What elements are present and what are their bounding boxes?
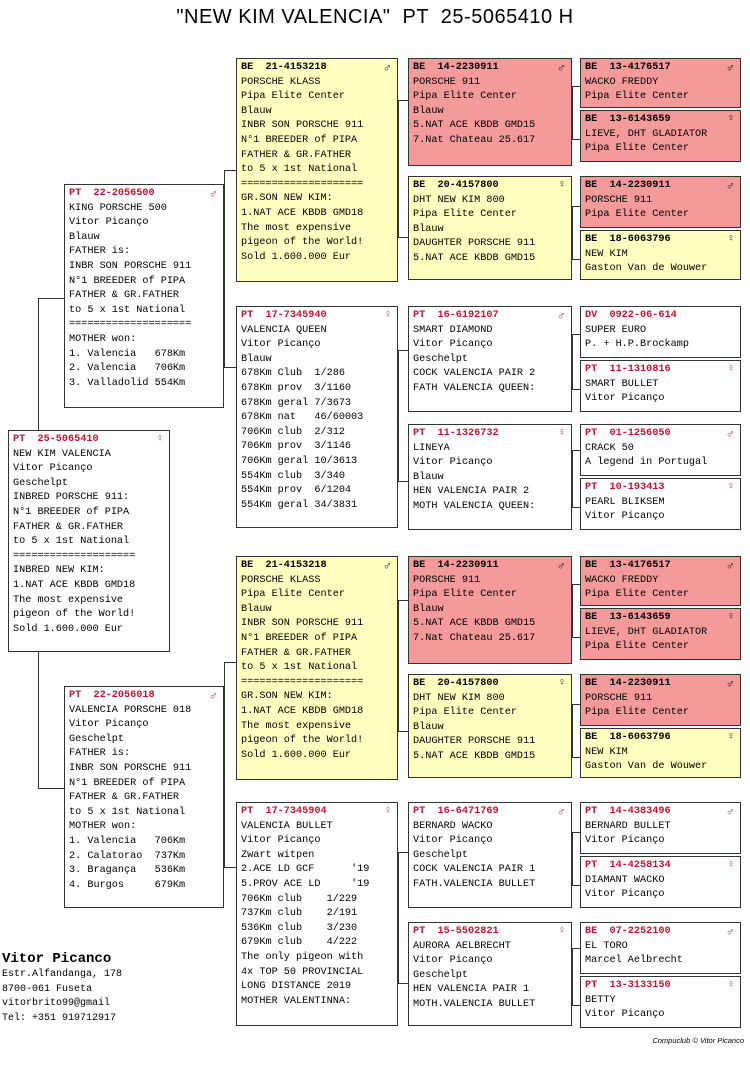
credit-footer: Compuclub © Vitor Picanco <box>652 1036 744 1045</box>
ring-number-text: DV 0922-06-614 <box>585 310 677 321</box>
pigeon-info-line: 706Km club 1/229 <box>241 893 358 905</box>
connector-line <box>38 298 67 433</box>
pigeon-card-dam-dam-dam <box>408 922 572 1026</box>
pigeon-info-line: LINEYA <box>413 442 450 454</box>
pigeon-card-sire <box>64 184 224 408</box>
male-symbol-icon: ♂ <box>726 427 734 441</box>
pigeon-info-line: BETTY <box>585 994 616 1006</box>
pigeon-info-line: Geschelpt <box>13 477 69 489</box>
ring-number-text: BE 20-4157800 <box>413 180 499 191</box>
male-symbol-icon: ♂ <box>209 689 217 703</box>
ring-number-text: BE 14-2230911 <box>585 678 671 689</box>
ring-number-text: PT 11-1326732 <box>413 428 499 439</box>
pigeon-info-line: ==================== <box>241 178 364 190</box>
pigeon-info-line: VALENCIA BULLET <box>241 820 333 832</box>
ring-number-text: BE 18-6063796 <box>585 732 671 743</box>
pigeon-info-line: LIEVE, DHT GLADIATOR <box>585 626 708 638</box>
pigeon-info-line: NEW KIM <box>585 248 628 260</box>
male-symbol-icon: ♂ <box>383 559 391 573</box>
pigeon-info-line: SUPER EURO <box>585 324 647 336</box>
pigeon-card-ffmf <box>580 176 741 228</box>
pigeon-info-line: 2. Valencia 706Km <box>69 363 186 375</box>
pigeon-info-line: 706Km prov 3/1146 <box>241 441 352 453</box>
pigeon-info-line: 706Km geral 10/3613 <box>241 455 358 467</box>
pigeon-info-line: 1.NAT ACE KBDB GMD18 <box>13 579 136 591</box>
pigeon-card-fffm <box>580 110 741 162</box>
pigeon-info-line: MOTHER VALENTINNA: <box>241 995 352 1007</box>
pigeon-info-line: NEW KIM <box>585 746 628 758</box>
pigeon-info-line: EL TORO <box>585 940 628 952</box>
ring-number <box>413 61 567 76</box>
male-symbol-icon: ♂ <box>383 61 391 75</box>
ring-number-text: PT 10-193413 <box>585 482 665 493</box>
ring-number <box>413 925 567 940</box>
ring-number <box>13 433 165 448</box>
ring-number <box>585 979 736 994</box>
pigeon-card-sire-sire-dam <box>408 176 572 280</box>
ring-number-text: PT 22-2056500 <box>69 188 155 199</box>
ring-number <box>585 925 736 940</box>
pigeon-info-line: INBRED PORSCHE 911: <box>13 492 130 504</box>
pigeon-info-line: Pipa Elite Center <box>585 589 689 601</box>
pigeon-info-line: 678Km geral 7/3673 <box>241 397 352 409</box>
ring-number <box>585 611 736 626</box>
female-symbol-icon: ♀ <box>384 806 391 817</box>
ring-number-text: PT 11-1310816 <box>585 364 671 375</box>
pigeon-info-line: COCK VALENCIA PAIR 2 <box>413 368 536 380</box>
pigeon-info-line: Sold 1.600.000 Eur <box>241 251 352 263</box>
pigeon-info-line: FATHER & GR.FATHER <box>241 647 352 659</box>
pigeon-info-line: 554Km geral 34/3831 <box>241 499 358 511</box>
pigeon-info-line: Pipa Elite Center <box>413 209 517 221</box>
pigeon-info-line: 706Km club 2/312 <box>241 426 345 438</box>
pigeon-info-line: SMART BULLET <box>585 378 659 390</box>
pigeon-info-line: 2. Calatorao 737Km <box>69 850 186 862</box>
pigeon-info-line: 5.NAT ACE KBDB GMD15 <box>413 750 536 762</box>
pigeon-info-line: Gaston Van de Wouwer <box>585 761 708 773</box>
ring-number <box>241 309 393 324</box>
pigeon-card-mfff <box>580 556 741 606</box>
ring-number <box>69 689 219 704</box>
pigeon-card-sire-sire <box>236 58 398 282</box>
pigeon-info-line: 1. Valencia 706Km <box>69 835 186 847</box>
ring-number <box>585 363 736 378</box>
pigeon-info-line: Vitor Picanço <box>241 339 321 351</box>
pigeon-info-line: Blauw <box>69 231 100 243</box>
pigeon-info-line: INBR SON PORSCHE 911 <box>69 260 192 272</box>
ring-number <box>413 427 567 442</box>
pigeon-card-dam-dam <box>236 802 398 1026</box>
pigeon-info-line: Vitor Picanço <box>585 1009 665 1021</box>
pigeon-info-line: N°1 BREEDER of PIPA <box>241 134 358 146</box>
pigeon-info-line: Pipa Elite Center <box>413 707 517 719</box>
pigeon-info-line: Vitor Picanço <box>413 339 493 351</box>
pigeon-info-line: MOTH VALENCIA QUEEN: <box>413 500 536 512</box>
owner-address-line: Estr.Alfandanga, 178 <box>2 969 123 980</box>
pigeon-info-line: Blauw <box>241 603 272 615</box>
pigeon-info-line: Vitor Picanço <box>413 457 493 469</box>
pigeon-info-line: Pipa Elite Center <box>241 91 345 103</box>
ring-number <box>585 481 736 496</box>
pigeon-info-line: WACKO FREDDY <box>585 574 659 586</box>
pigeon-info-line: Pipa Elite Center <box>585 707 689 719</box>
pigeon-info-line: VALENCIA QUEEN <box>241 324 327 336</box>
pigeon-info-line: CRACK 50 <box>585 442 634 454</box>
pigeon-info-line: 4. Burgos 679Km <box>69 879 186 891</box>
pigeon-info-line: Blauw <box>241 105 272 117</box>
pigeon-info-line: N°1 BREEDER of PIPA <box>69 777 186 789</box>
page-title: "NEW KIM VALENCIA" PT 25-5065410 H <box>176 6 574 28</box>
pigeon-info-line: INBR SON PORSCHE 911 <box>241 618 364 630</box>
pigeon-info-line: 678Km prov 3/1160 <box>241 382 352 394</box>
ring-number-text: BE 13-4176517 <box>585 560 671 571</box>
pigeon-card-mfmm <box>580 728 741 778</box>
pigeon-info-line: N°1 BREEDER of PIPA <box>69 275 186 287</box>
male-symbol-icon: ♂ <box>557 559 565 573</box>
male-symbol-icon: ♂ <box>726 925 734 939</box>
pigeon-info-line: WACKO FREDDY <box>585 76 659 88</box>
male-symbol-icon: ♂ <box>726 559 734 573</box>
ring-number-text: BE 13-6143659 <box>585 612 671 623</box>
pigeon-info-line: 2.ACE LD GCF '19 <box>241 864 370 876</box>
pigeon-info-line: PORSCHE KLASS <box>241 76 321 88</box>
pigeon-info-line: Blauw <box>413 603 444 615</box>
owner-name: Vitor Picanco <box>2 951 112 967</box>
pigeon-info-line: pigeon of the World! <box>241 237 364 249</box>
ring-number <box>413 559 567 574</box>
pigeon-info-line: ==================== <box>69 319 192 331</box>
ring-number-text: PT 13-3133150 <box>585 980 671 991</box>
ring-number <box>413 805 567 820</box>
pigeon-info-line: AURORA AELBRECHT <box>413 940 511 952</box>
female-symbol-icon: ♀ <box>558 180 565 191</box>
pigeon-info-line: PORSCHE 911 <box>413 76 481 88</box>
ring-number <box>585 559 736 574</box>
pigeon-info-line: COCK VALENCIA PAIR 1 <box>413 864 536 876</box>
ring-number-text: BE 07-2252100 <box>585 926 671 937</box>
pigeon-info-line: KING PORSCHE 500 <box>69 202 167 214</box>
pigeon-card-mmmf <box>580 922 741 974</box>
pigeon-info-line: Vitor Picanço <box>585 393 665 405</box>
ring-number-text: PT 16-6192107 <box>413 310 499 321</box>
ring-number <box>413 179 567 194</box>
pigeon-card-mmfm <box>580 856 741 908</box>
pigeon-info-line: 5.NAT ACE KBDB GMD15 <box>413 618 536 630</box>
pigeon-info-line: Sold 1.600.000 Eur <box>241 749 352 761</box>
ring-number <box>585 805 736 820</box>
pigeon-info-line: SMART DIAMOND <box>413 324 493 336</box>
ring-number <box>585 113 736 128</box>
male-symbol-icon: ♂ <box>557 805 565 819</box>
pigeon-card-sire-dam <box>236 306 398 528</box>
pigeon-info-line: 678Km nat 46/60003 <box>241 412 364 424</box>
pigeon-info-line: PORSCHE 911 <box>585 692 653 704</box>
ring-number-text: PT 25-5065410 <box>13 434 99 445</box>
pigeon-info-line: VALENCIA PORSCHE 018 <box>69 704 192 716</box>
ring-number <box>413 309 567 324</box>
ring-number <box>585 677 736 692</box>
ring-number-text: BE 21-4153218 <box>241 560 327 571</box>
ring-number <box>585 731 736 746</box>
pigeon-info-line: to 5 x 1st National <box>241 662 358 674</box>
pigeon-info-line: Vitor Picanço <box>413 835 493 847</box>
ring-number-text: BE 13-4176517 <box>585 62 671 73</box>
owner-phone-line: Tel: +351 919712917 <box>2 1012 117 1024</box>
pigeon-info-line: Geschelpt <box>413 849 469 861</box>
pigeon-info-line: 536Km club 3/230 <box>241 922 358 934</box>
pigeon-info-line: N°1 BREEDER of PIPA <box>13 506 130 518</box>
pigeon-info-line: FATHER is: <box>69 748 131 760</box>
male-symbol-icon: ♂ <box>726 677 734 691</box>
pigeon-info-line: DIAMANT WACKO <box>585 874 665 886</box>
pigeon-info-line: Vitor Picanço <box>585 889 665 901</box>
female-symbol-icon: ♀ <box>727 114 734 125</box>
female-symbol-icon: ♀ <box>727 364 734 375</box>
pigeon-info-line: 679Km club 4/222 <box>241 937 358 949</box>
pigeon-info-line: Geschelpt <box>413 353 469 365</box>
ring-number <box>585 859 736 874</box>
owner-email-line: vitorbrito99@gmail <box>2 998 111 1010</box>
pigeon-info-line: GR.SON NEW KIM: <box>241 691 333 703</box>
pigeon-info-line: 3. Valladolid 554Km <box>69 377 186 389</box>
ring-number-text: PT 15-5502821 <box>413 926 499 937</box>
pigeon-info-line: ==================== <box>241 676 364 688</box>
pigeon-info-line: DHT NEW KIM 800 <box>413 692 505 704</box>
pigeon-info-line: 554Km prov 6/1204 <box>241 485 352 497</box>
pigeon-info-line: 1.NAT ACE KBDB GMD18 <box>241 705 364 717</box>
pigeon-info-line: Vitor Picanço <box>413 955 493 967</box>
ring-number-text: PT 22-2056018 <box>69 690 155 701</box>
pigeon-info-line: Blauw <box>413 223 444 235</box>
ring-number <box>585 233 736 248</box>
ring-number <box>241 805 393 820</box>
pigeon-info-line: Vitor Picanço <box>585 511 665 523</box>
ring-number-text: PT 16-6471769 <box>413 806 499 817</box>
pigeon-info-line: Vitor Picanço <box>13 463 93 475</box>
pigeon-info-line: PEARL BLIKSEM <box>585 496 665 508</box>
connector-line <box>38 652 67 789</box>
female-symbol-icon: ♀ <box>558 678 565 689</box>
pigeon-info-line: pigeon of the World! <box>13 609 136 621</box>
pigeon-card-sire-dam-dam <box>408 424 572 530</box>
pigeon-info-line: Geschelpt <box>69 733 125 745</box>
pigeon-card-fmff <box>580 306 741 358</box>
pigeon-info-line: 5.PROV ACE LD '19 <box>241 878 370 890</box>
pigeon-info-line: N°1 BREEDER of PIPA <box>241 632 358 644</box>
ring-number-text: BE 21-4153218 <box>241 62 327 73</box>
pigeon-info-line: Pipa Elite Center <box>413 91 517 103</box>
pigeon-info-line: Pipa Elite Center <box>241 589 345 601</box>
pigeon-info-line: FATHER & GR.FATHER <box>69 792 180 804</box>
pigeon-info-line: MOTH.VALENCIA BULLET <box>413 998 536 1010</box>
pigeon-info-line: MOTHER won: <box>69 821 137 833</box>
pigeon-card-ffmm <box>580 230 741 280</box>
ring-number-text: BE 14-2230911 <box>413 62 499 73</box>
pigeon-info-line: 4x TOP 50 PROVINCIAL <box>241 966 364 978</box>
pigeon-info-line: INBR SON PORSCHE 911 <box>241 120 364 132</box>
ring-number <box>241 61 393 76</box>
male-symbol-icon: ♂ <box>726 61 734 75</box>
pigeon-info-line: to 5 x 1st National <box>69 304 186 316</box>
pigeon-info-line: PORSCHE 911 <box>585 194 653 206</box>
pigeon-card-fmmm <box>580 478 741 530</box>
ring-number-text: BE 18-6063796 <box>585 234 671 245</box>
pigeon-info-line: A legend in Portugal <box>585 457 708 469</box>
pigeon-info-line: 1.NAT ACE KBDB GMD18 <box>241 207 364 219</box>
pigeon-info-line: Pipa Elite Center <box>585 91 689 103</box>
pigeon-info-line: FATH.VALENCIA BULLET <box>413 878 536 890</box>
female-symbol-icon: ♀ <box>727 732 734 743</box>
ring-number-text: PT 17-7345940 <box>241 310 327 321</box>
pigeon-info-line: to 5 x 1st National <box>13 536 130 548</box>
pigeon-info-line: 554Km club 3/340 <box>241 470 345 482</box>
ring-number-text: BE 13-6143659 <box>585 114 671 125</box>
pigeon-info-line: HEN VALENCIA PAIR 2 <box>413 486 530 498</box>
pigeon-info-line: pigeon of the World! <box>241 735 364 747</box>
pigeon-info-line: LIEVE, DHT GLADIATOR <box>585 128 708 140</box>
female-symbol-icon: ♀ <box>727 860 734 871</box>
pigeon-info-line: P. + H.P.Brockamp <box>585 339 689 351</box>
female-symbol-icon: ♀ <box>558 428 565 439</box>
pigeon-info-line: Sold 1.600.000 Eur <box>13 623 124 635</box>
ring-number <box>69 187 219 202</box>
pigeon-info-line: 5.NAT ACE KBDB GMD15 <box>413 252 536 264</box>
pigeon-info-line: FATHER & GR.FATHER <box>13 521 124 533</box>
pigeon-info-line: 737Km club 2/191 <box>241 908 358 920</box>
ring-number-text: PT 14-4258134 <box>585 860 671 871</box>
pigeon-info-line: Gaston Van de Wouwer <box>585 263 708 275</box>
pigeon-card-fmfm <box>580 360 741 412</box>
pigeon-info-line: Vitor Picanço <box>585 835 665 847</box>
pigeon-info-line: 7.Nat Chateau 25.617 <box>413 632 536 644</box>
pigeon-card-dam <box>64 686 224 908</box>
pigeon-info-line: Blauw <box>413 721 444 733</box>
pigeon-info-line: to 5 x 1st National <box>241 164 358 176</box>
pigeon-info-line: The most expensive <box>241 720 352 732</box>
pigeon-card-mffm <box>580 608 741 660</box>
male-symbol-icon: ♂ <box>726 805 734 819</box>
female-symbol-icon: ♀ <box>727 612 734 623</box>
pigeon-info-line: Blauw <box>413 471 444 483</box>
pigeon-info-line: DHT NEW KIM 800 <box>413 194 505 206</box>
pigeon-info-line: The only pigeon with <box>241 951 364 963</box>
pigeon-info-line: Vitor Picanço <box>69 217 149 229</box>
pigeon-info-line: BERNARD WACKO <box>413 820 493 832</box>
pigeon-info-line: 7.Nat Chateau 25.617 <box>413 134 536 146</box>
pigeon-card-dam-sire-dam <box>408 674 572 778</box>
pigeon-info-line: Blauw <box>413 105 444 117</box>
female-symbol-icon: ♀ <box>384 310 391 321</box>
pigeon-info-line: PORSCHE KLASS <box>241 574 321 586</box>
pigeon-info-line: Pipa Elite Center <box>413 589 517 601</box>
pigeon-card-subject <box>8 430 170 652</box>
pigeon-card-mfmf <box>580 674 741 726</box>
ring-number-text: BE 14-2230911 <box>413 560 499 571</box>
ring-number-text: PT 14-4383496 <box>585 806 671 817</box>
pigeon-info-line: 1. Valencia 678Km <box>69 348 186 360</box>
female-symbol-icon: ♀ <box>558 926 565 937</box>
pigeon-info-line: LONG DISTANCE 2019 <box>241 981 352 993</box>
pigeon-info-line: Vitor Picanço <box>241 835 321 847</box>
ring-number <box>585 309 736 324</box>
pigeon-info-line: Pipa Elite Center <box>585 209 689 221</box>
pigeon-info-line: INBR SON PORSCHE 911 <box>69 762 192 774</box>
pigeon-info-line: HEN VALENCIA PAIR 1 <box>413 984 530 996</box>
ring-number <box>241 559 393 574</box>
pigeon-info-line: Zwart witpen <box>241 849 315 861</box>
male-symbol-icon: ♂ <box>557 61 565 75</box>
pigeon-card-ffff <box>580 58 741 108</box>
pigeon-info-line: to 5 x 1st National <box>69 806 186 818</box>
male-symbol-icon: ♂ <box>557 309 565 323</box>
pigeon-info-line: 3. Bragança 536Km <box>69 865 186 877</box>
pigeon-info-line: INBRED NEW KIM: <box>13 565 105 577</box>
ring-number-text: PT 17-7345904 <box>241 806 327 817</box>
female-symbol-icon: ♀ <box>156 434 163 445</box>
pigeon-info-line: 678Km Club 1/286 <box>241 368 345 380</box>
pigeon-info-line: FATH VALENCIA QUEEN: <box>413 382 536 394</box>
pigeon-info-line: DAUGHTER PORSCHE 911 <box>413 238 536 250</box>
pigeon-info-line: Blauw <box>241 353 272 365</box>
pigeon-card-sire-sire-sire <box>408 58 572 166</box>
ring-number-text: BE 14-2230911 <box>585 180 671 191</box>
pigeon-info-line: FATHER & GR.FATHER <box>69 290 180 302</box>
pigeon-card-mmff <box>580 802 741 854</box>
female-symbol-icon: ♀ <box>727 234 734 245</box>
ring-number-text: PT 01-1256050 <box>585 428 671 439</box>
pigeon-info-line: Pipa Elite Center <box>585 641 689 653</box>
pigeon-info-line: Marcel Aelbrecht <box>585 955 683 967</box>
pigeon-info-line: 5.NAT ACE KBDB GMD15 <box>413 120 536 132</box>
pigeon-info-line: DAUGHTER PORSCHE 911 <box>413 736 536 748</box>
pigeon-card-dam-sire <box>236 556 398 780</box>
male-symbol-icon: ♂ <box>209 187 217 201</box>
owner-block <box>2 950 122 1026</box>
owner-postal-line: 8700-061 Fuseta <box>2 983 93 995</box>
pigeon-info-line: FATHER & GR.FATHER <box>241 149 352 161</box>
pigeon-card-dam-dam-sire <box>408 802 572 908</box>
pigeon-info-line: NEW KIM VALENCIA <box>13 448 111 460</box>
pigeon-info-line: PORSCHE 911 <box>413 574 481 586</box>
pigeon-info-line: The most expensive <box>13 594 124 606</box>
pigeon-info-line: GR.SON NEW KIM: <box>241 193 333 205</box>
ring-number <box>413 677 567 692</box>
pigeon-info-line: Vitor Picanço <box>69 719 149 731</box>
pigeon-card-fmmf <box>580 424 741 476</box>
pigeon-info-line: BERNARD BULLET <box>585 820 671 832</box>
pigeon-card-dam-sire-sire <box>408 556 572 664</box>
pigeon-info-line: Pipa Elite Center <box>585 143 689 155</box>
ring-number <box>585 179 736 194</box>
pigeon-info-line: MOTHER won: <box>69 333 137 345</box>
ring-number-text: BE 20-4157800 <box>413 678 499 689</box>
pigeon-info-line: FATHER is: <box>69 246 131 258</box>
female-symbol-icon: ♀ <box>727 980 734 991</box>
pigeon-info-line: The most expensive <box>241 222 352 234</box>
ring-number <box>585 61 736 76</box>
male-symbol-icon: ♂ <box>726 179 734 193</box>
ring-number <box>585 427 736 442</box>
pigeon-card-sire-dam-sire <box>408 306 572 412</box>
pigeon-info-line: ==================== <box>13 550 136 562</box>
pigeon-card-mmmm <box>580 976 741 1028</box>
pigeon-info-line: Geschelpt <box>413 969 469 981</box>
female-symbol-icon: ♀ <box>727 482 734 493</box>
